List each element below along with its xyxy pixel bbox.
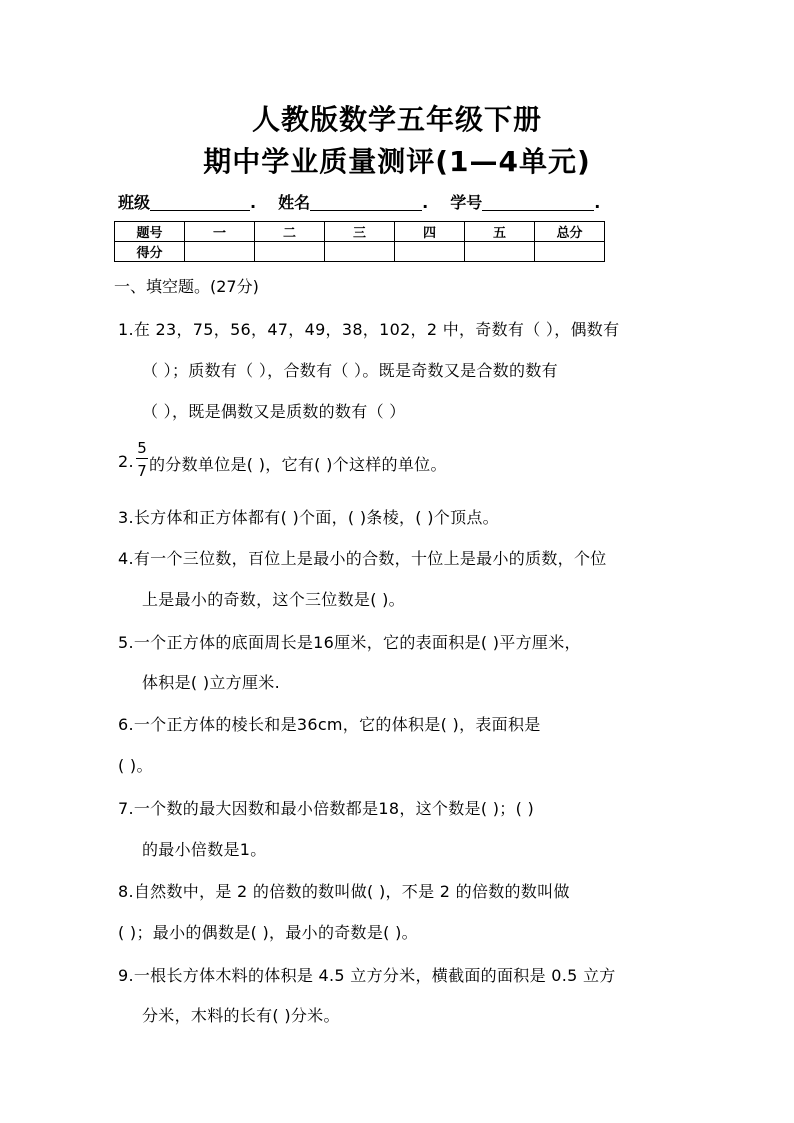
name-blank[interactable] [310, 194, 422, 211]
question-2-text: 的分数单位是( )，它有( )个这样的单位。 [149, 455, 447, 474]
score-cell: 题号 [115, 222, 185, 242]
score-table-score-row [115, 242, 605, 262]
question-7-line-2: 的最小倍数是1。 [142, 840, 267, 859]
question-4-line-2: 上是最小的奇数，这个三位数是( )。 [142, 590, 405, 609]
question-6-line-1: 6.一个正方体的棱长和是36cm，它的体积是( )，表面积是 [118, 715, 541, 734]
question-9-line-2: 分米，木料的长有( )分米。 [142, 1006, 340, 1025]
score-cell: 五 [465, 222, 535, 242]
question-1-line-2: （ ）；质数有（ ），合数有（ ）。既是奇数又是合数的数有 [142, 361, 558, 380]
score-cell: 得分 [115, 242, 185, 262]
question-7-line-1: 7.一个数的最大因数和最小倍数都是18，这个数是( )；( ) [118, 799, 535, 818]
score-cell[interactable] [395, 242, 465, 262]
score-table [114, 221, 605, 262]
score-cell: 四 [395, 222, 465, 242]
id-label: 学号 [450, 193, 483, 212]
title-line-2: 期中学业质量测评(1—4单元) [203, 145, 591, 178]
sep-1: . [250, 193, 257, 212]
question-2-number: 2. [118, 452, 134, 471]
score-table-header-row [115, 222, 605, 242]
score-cell: 总分 [535, 222, 605, 242]
class-label: 班级 [118, 193, 151, 212]
score-cell[interactable] [325, 242, 395, 262]
score-cell[interactable] [255, 242, 325, 262]
id-blank[interactable] [482, 194, 594, 211]
question-1-line-1: 1.在 23，75，56，47，49，38，102，2 中，奇数有（ ），偶数有 [118, 320, 620, 339]
title-line-1: 人教版数学五年级下册 [251, 103, 542, 136]
score-cell: 三 [325, 222, 395, 242]
question-5-line-1: 5.一个正方体的底面周长是16厘米，它的表面积是( )平方厘米， [118, 633, 581, 652]
question-1-line-3: （ ），既是偶数又是质数的数有（ ） [142, 402, 406, 421]
fraction-bar [136, 458, 148, 459]
name-label: 姓名 [278, 193, 311, 212]
student-info-row [118, 190, 600, 213]
question-4-line-1: 4.有一个三位数，百位上是最小的合数，十位上是最小的质数，个位 [118, 549, 607, 568]
class-blank[interactable] [150, 194, 250, 211]
question-5-line-2: 体积是( )立方厘米. [142, 673, 280, 692]
score-cell[interactable] [535, 242, 605, 262]
question-8-line-2: ( )；最小的偶数是( )，最小的奇数是( )。 [118, 923, 418, 942]
fraction-denominator: 7 [137, 462, 147, 480]
score-cell: 一 [185, 222, 255, 242]
score-cell[interactable] [465, 242, 535, 262]
question-8-line-1: 8.自然数中，是 2 的倍数的数叫做( )，不是 2 的倍数的数叫做 [118, 882, 570, 901]
sep-2: . [422, 193, 429, 212]
fraction-numerator: 5 [137, 439, 147, 457]
score-cell[interactable] [185, 242, 255, 262]
section-heading: 一、填空题。(27分) [114, 277, 259, 296]
question-3: 3.长方体和正方体都有( )个面，( )条棱，( )个顶点。 [118, 508, 499, 527]
question-9-line-1: 9.一根长方体木料的体积是 4.5 立方分米，横截面的面积是 0.5 立方 [118, 966, 616, 985]
sep-3: . [594, 193, 601, 212]
score-cell: 二 [255, 222, 325, 242]
question-6-line-2: ( )。 [118, 756, 153, 775]
